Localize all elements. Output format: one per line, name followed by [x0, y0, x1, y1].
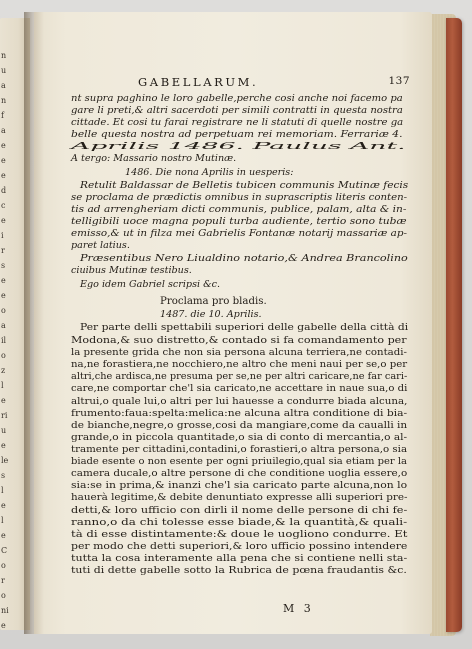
- text-line: tuti di dette gabelle sotto la Rubrica de pœna fraudantis &c.: [71, 565, 407, 576]
- text-line: Retulit Baldassar de Belletis tubicen communis Mutinæ fecis: [80, 180, 409, 191]
- text-line: A tergo: Massario nostro Mutinæ.: [71, 153, 237, 164]
- verso-text-fragment: ri: [1, 411, 8, 420]
- verso-text-fragment: i: [1, 231, 4, 240]
- binding-board: [446, 18, 462, 632]
- verso-text-fragment: u: [1, 426, 7, 435]
- verso-text-fragment: u: [1, 66, 7, 75]
- verso-text-fragment: o: [1, 561, 6, 570]
- verso-text-fragment: e: [1, 291, 6, 300]
- text-line: la presente grida che non sia persona alcuna terriera,ne contadi-: [71, 347, 407, 358]
- verso-text-fragment: d: [1, 186, 7, 195]
- verso-text-fragment: l: [1, 486, 4, 495]
- verso-text-fragment: l: [1, 516, 4, 525]
- text-line: care,ne comportar che'l sia caricato,ne accettare in naue sua,o di: [71, 383, 408, 394]
- text-line: Præsentibus Nero Liualdino notario,& Andrea Brancolino: [80, 253, 408, 264]
- verso-text-fragment: s: [1, 471, 6, 480]
- running-header: [138, 75, 410, 91]
- text-line: se proclama de prædictis omnibus in suprascriptis literis conten-: [71, 192, 408, 203]
- verso-text-fragment: r: [1, 576, 5, 585]
- gutter-shadow: [24, 12, 44, 634]
- text-line: Per parte delli spettabili superiori delle gabelle della città di: [80, 322, 409, 333]
- text-line: telligibili uoce magna populi turba audiente, tertio sono tubæ: [71, 216, 407, 227]
- text-line: Aprilis 1486. Paulus Ant.: [71, 141, 406, 152]
- text-line: grande,o in piccola quantitade,o sia di conto di mercantia,o al-: [71, 432, 408, 443]
- text-line: gare li preti,& altri sacerdoti per simili contratti in questa nostra: [71, 105, 403, 116]
- folio-number: 137: [388, 75, 410, 87]
- verso-text-fragment: r: [1, 246, 5, 255]
- text-line: biade esente o non esente per ogni priuilegio,qual sia etiam per la: [71, 456, 408, 467]
- verso-text-fragment: e: [1, 621, 6, 630]
- verso-text-fragment: e: [1, 396, 6, 405]
- verso-text-fragment: e: [1, 501, 6, 510]
- verso-text-fragment: s: [1, 261, 6, 270]
- text-line: per modo che detti superiori,& loro ufficio possino intendere: [71, 541, 408, 552]
- text-line: Ego idem Gabriel scripsi &c.: [80, 279, 221, 290]
- text-line: Proclama pro bladis.: [160, 296, 267, 307]
- text-line: de bianche,negre,o grosse,cosi da mangiare,come da caualli in: [71, 420, 408, 431]
- text-line: sia:se in prima,& inanzi che'l sia caricato parte alcuna,non lo: [71, 480, 408, 491]
- verso-text-fragment: o: [1, 306, 6, 315]
- verso-text-fragment: n: [1, 51, 7, 60]
- text-line: tà di esse distintamente:& doue le uogliono condurre. Et: [71, 529, 408, 540]
- verso-text-fragment: e: [1, 531, 6, 540]
- text-line: paret latius.: [71, 240, 130, 251]
- verso-text-fragment: a: [1, 81, 6, 90]
- verso-text-fragment: e: [1, 441, 6, 450]
- verso-text-fragment: e: [1, 216, 6, 225]
- text-line: tutta la cosa interamente alla pena che si contiene nelli sta-: [71, 553, 408, 564]
- text-line: camera ducale,o altre persone di che conditione uoglia essere,o: [71, 468, 408, 479]
- verso-text-fragment: e: [1, 171, 6, 180]
- verso-text-fragment: o: [1, 351, 6, 360]
- text-line: hauerà legitime,& debite denuntiato expresse alli superiori pre-: [71, 492, 408, 503]
- verso-text-fragment: ni: [1, 606, 9, 615]
- signature-mark: M 3: [283, 602, 314, 615]
- text-line: ciuibus Mutinæ testibus.: [71, 265, 192, 276]
- text-line: frumento:faua:spelta:melica:ne alcuna altra conditione di bia-: [71, 408, 408, 419]
- text-line: cittade. Et cosi tu farai registrare ne li statuti di quelle nostre ga: [71, 117, 404, 128]
- text-line: 1487. die 10. Aprilis.: [160, 309, 262, 320]
- verso-text-fragment: n: [1, 96, 7, 105]
- verso-text-fragment: e: [1, 141, 6, 150]
- running-title: GABELLARUM.: [138, 75, 259, 89]
- text-line: Modona,& suo distretto,& contado si fa comandamento per: [71, 335, 407, 346]
- text-line: tramente per cittadini,contadini,o forastieri,o altra persona,o sia: [71, 444, 408, 455]
- verso-text-fragment: c: [1, 201, 6, 210]
- text-line: emisso,& ut in filza mei Gabrielis Fontanæ notarij massariæ ap-: [71, 228, 407, 239]
- text-line: altrui,o quale lui,o altri per lui hauesse a condurre biada alcuna,: [71, 396, 408, 407]
- text-line: nt supra paghino le loro gabelle,perche cosi anche noi facemo pa: [71, 93, 403, 104]
- verso-text-fragment: e: [1, 276, 6, 285]
- text-line: altri,che ardisca,ne presuma per se,ne per altri caricare,ne far cari-: [71, 371, 408, 382]
- verso-text-fragment: l: [1, 381, 4, 390]
- verso-text-fragment: f: [1, 111, 4, 120]
- verso-text-fragment: a: [1, 126, 6, 135]
- text-line: na,ne forastiera,ne nocchiero,ne altro che meni naui per se,o per: [71, 359, 408, 370]
- text-line: 1486. Die nona Aprilis in uesperis:: [125, 167, 294, 178]
- verso-text-fragment: le: [1, 456, 9, 465]
- text-line: detti,& loro ufficio con dirli il nome delle persone di chi fe-: [71, 505, 408, 516]
- verso-text-fragment: a: [1, 321, 6, 330]
- verso-text-fragment: il: [1, 336, 7, 345]
- text-line: belle questa nostra ad perpetuam rei memoriam. Ferrariæ 4.: [71, 129, 403, 140]
- verso-text-fragment: o: [1, 591, 6, 600]
- text-line: ranno,o da chi tolesse esse biade,& la quantità,& quali-: [71, 517, 408, 528]
- verso-text-fragment: z: [1, 366, 6, 375]
- verso-text-fragment: C: [1, 546, 8, 555]
- text-line: tis ad arrengheriam dicti communis, publice, palam, alta & in-: [71, 204, 407, 215]
- verso-text-fragment: e: [1, 156, 6, 165]
